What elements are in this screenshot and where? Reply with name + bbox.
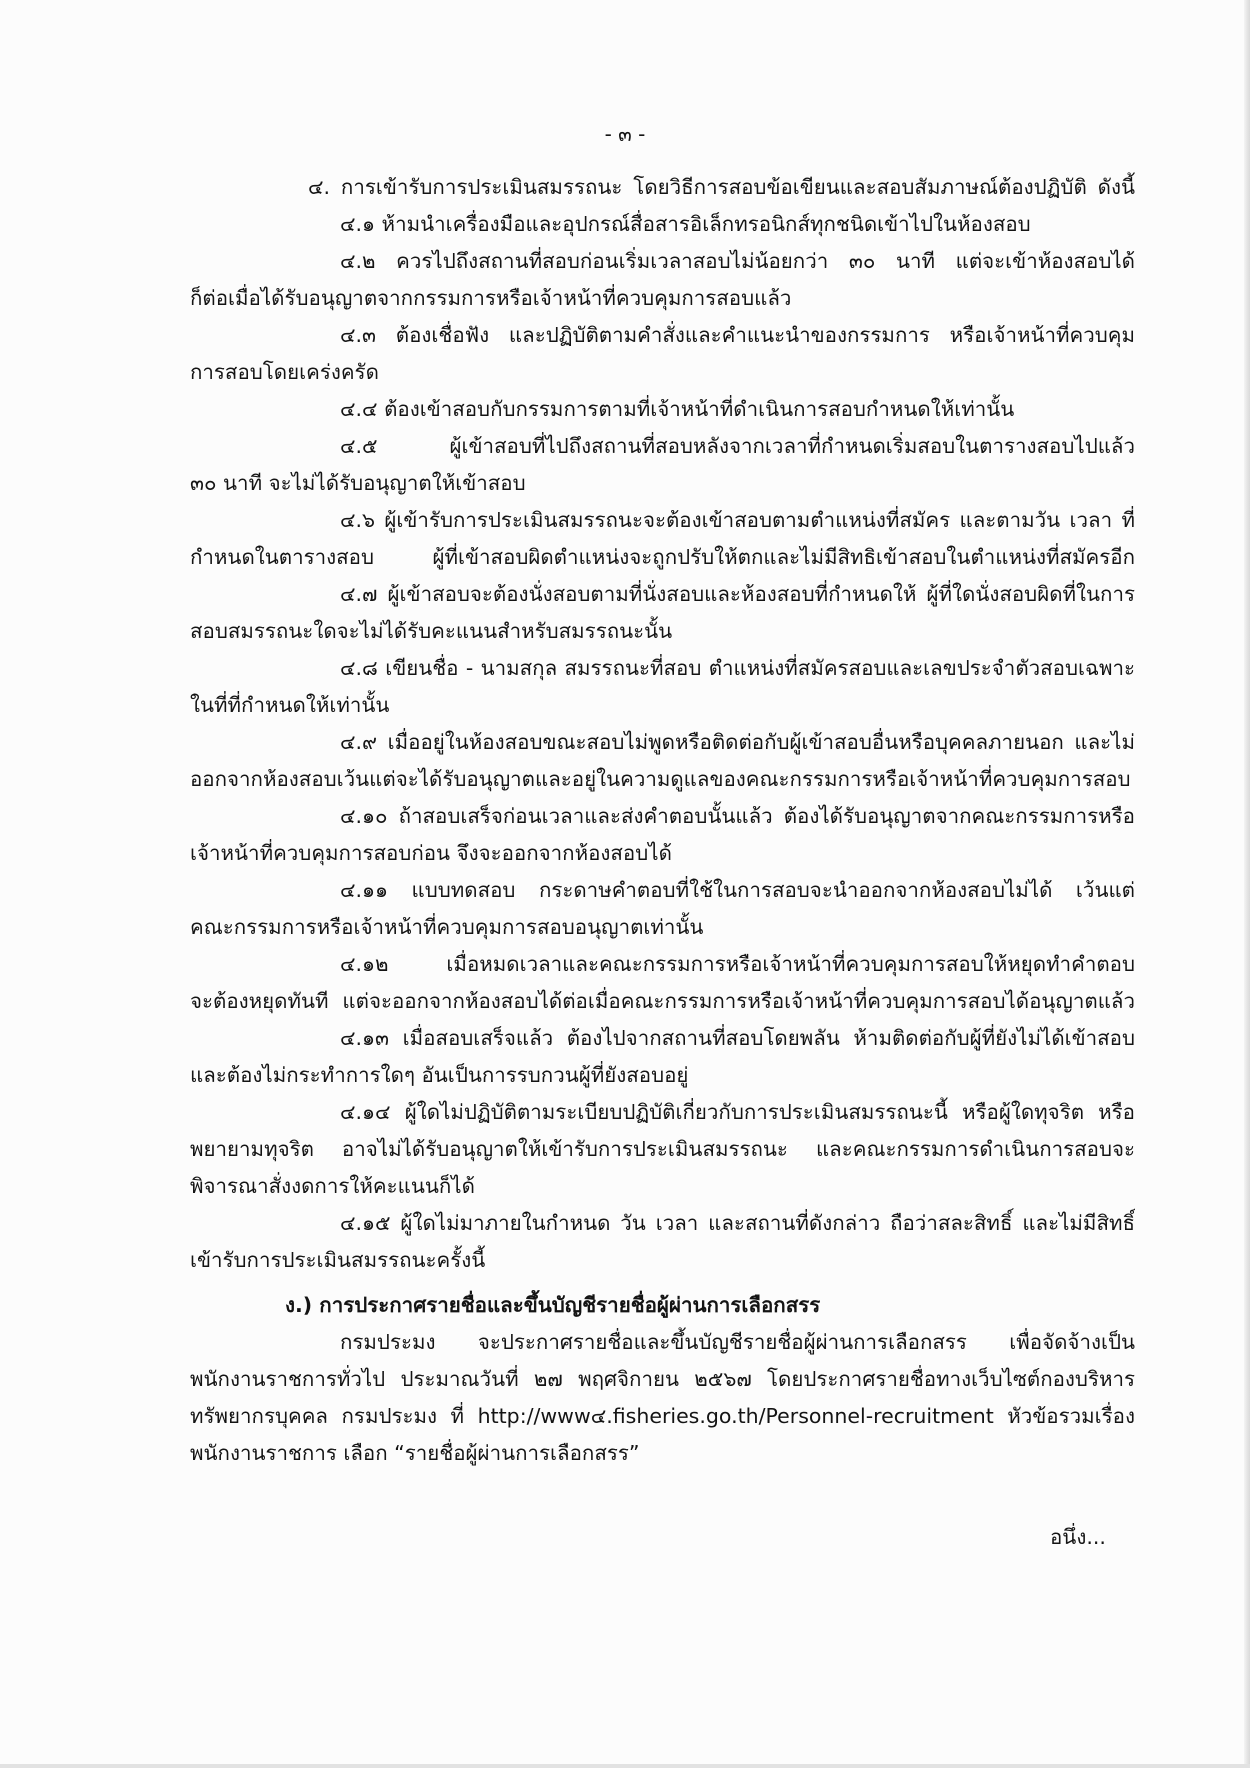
rule-4-1: ๔.๑ ห้ามนำเครื่องมือและอุปกรณ์สื่อสารอิเล็กทรอนิกส์ทุกชนิดเข้าไปในห้องสอบ [340, 212, 1031, 236]
rule-4-13: ๔.๑๓ เมื่อสอบเสร็จแล้ว ต้องไปจากสถานที่สอบโดยพลัน ห้ามติดต่อกับผู้ที่ยังไม่ได้เข้าสอบ [340, 1026, 1135, 1050]
page-number: - ๓ - [604, 122, 646, 146]
rule-4-10: ๔.๑๐ ถ้าสอบเสร็จก่อนเวลาและส่งคำตอบนั้นแล้ว ต้องได้รับอนุญาตจากคณะกรรมการหรือ [340, 804, 1135, 828]
rule-4-15: ๔.๑๕ ผู้ใดไม่มาภายในกำหนด วัน เวลา และสถานที่ดังกล่าว ถือว่าสละสิทธิ์ และไม่มีสิทธิ์ [340, 1211, 1135, 1235]
rule-4-7-cont: สอบสมรรถนะใดจะไม่ได้รับคะแนนสำหรับสมรรถนะนั้น [190, 619, 673, 643]
rule-4-14: ๔.๑๔ ผู้ใดไม่ปฏิบัติตามระเบียบปฏิบัติเกี่ยวกับการประเมินสมรรถนะนี้ หรือผู้ใดทุจริต หรือ [340, 1100, 1135, 1124]
rule-4-9: ๔.๙ เมื่ออยู่ในห้องสอบขณะสอบไม่พูดหรือติดต่อกับผู้เข้าสอบอื่นหรือบุคคลภายนอก และไม่ [340, 730, 1135, 754]
rule-4-14-cont-1: พยายามทุจริต อาจไม่ได้รับอนุญาตให้เข้ารับการประเมินสมรรถนะ และคณะกรรมการดำเนินการสอบจะ [190, 1137, 1135, 1161]
rule-4-11-cont: คณะกรรมการหรือเจ้าหน้าที่ควบคุมการสอบอนุญาตเท่านั้น [190, 915, 704, 939]
rule-4-2-cont: ก็ต่อเมื่อได้รับอนุญาตจากกรรมการหรือเจ้าหน้าที่ควบคุมการสอบแล้ว [190, 286, 792, 310]
rule-4-6: ๔.๖ ผู้เข้ารับการประเมินสมรรถนะจะต้องเข้าสอบตามตำแหน่งที่สมัคร และตามวัน เวลา ที่ [340, 508, 1135, 532]
rule-4-11: ๔.๑๑ แบบทดสอบ กระดาษคำตอบที่ใช้ในการสอบจะนำออกจากห้องสอบไม่ได้ เว้นแต่ [340, 878, 1135, 902]
section-d-body: กรมประมง จะประกาศรายชื่อและขึ้นบัญชีรายชื่อผู้ผ่านการเลือกสรร เพื่อจัดจ้างเป็น [340, 1330, 1135, 1354]
rule-4-5-cont: ๓๐ นาที จะไม่ได้รับอนุญาตให้เข้าสอบ [190, 471, 526, 495]
rule-4-2: ๔.๒ ควรไปถึงสถานที่สอบก่อนเริ่มเวลาสอบไม่น้อยกว่า ๓๐ นาที แต่จะเข้าห้องสอบได้ [340, 249, 1135, 273]
rule-4-7: ๔.๗ ผู้เข้าสอบจะต้องนั่งสอบตามที่นั่งสอบและห้องสอบที่กำหนดให้ ผู้ที่ใดนั่งสอบผิดที่ในการ [340, 582, 1135, 606]
rule-4-12: ๔.๑๒ เมื่อหมดเวลาและคณะกรรมการหรือเจ้าหน้าที่ควบคุมการสอบให้หยุดทำคำตอบ [340, 952, 1135, 976]
rule-4-8-cont: ในที่ที่กำหนดให้เท่านั้น [190, 693, 390, 717]
rule-4-4: ๔.๔ ต้องเข้าสอบกับกรรมการตามที่เจ้าหน้าที่ดำเนินการสอบกำหนดให้เท่านั้น [340, 397, 1015, 421]
section-d-body-cont-3: พนักงานราชการ เลือก “รายชื่อผู้ผ่านการเลือกสรร” [190, 1441, 640, 1465]
rule-4-3: ๔.๓ ต้องเชื่อฟัง และปฏิบัติตามคำสั่งและคำแนะนำของกรรมการ หรือเจ้าหน้าที่ควบคุม [340, 323, 1135, 347]
rule-4-9-cont: ออกจากห้องสอบเว้นแต่จะได้รับอนุญาตและอยู่ในความดูแลของคณะกรรมการหรือเจ้าหน้าที่ควบคุมการสอบ [190, 767, 1131, 791]
section-d-body-cont-2: ทรัพยากรบุคคล กรมประมง ที่ http://www๔.fisheries.go.th/Personnel-recruitment หัวข้อรวมเรื่อง [190, 1404, 1135, 1428]
continuation-note: อนึ่ง... [1050, 1525, 1106, 1549]
rule-4-3-cont: การสอบโดยเคร่งครัด [190, 360, 379, 384]
rule-4-12-cont: จะต้องหยุดทันที แต่จะออกจากห้องสอบได้ต่อเมื่อคณะกรรมการหรือเจ้าหน้าที่ควบคุมการสอบได้อนุญาตแล้ว [190, 989, 1135, 1013]
rule-4-10-cont: เจ้าหน้าที่ควบคุมการสอบก่อน จึงจะออกจากห้องสอบได้ [190, 841, 672, 865]
rule-4-14-cont-2: พิจารณาสั่งงดการให้คะแนนก็ได้ [190, 1174, 475, 1198]
rule-4-5: ๔.๕ ผู้เข้าสอบที่ไปถึงสถานที่สอบหลังจากเวลาที่กำหนดเริ่มสอบในตารางสอบไปแล้ว [340, 434, 1135, 458]
rule-4-8: ๔.๘ เขียนชื่อ - นามสกุล สมรรถนะที่สอบ ตำแหน่งที่สมัครสอบและเลขประจำตัวสอบเฉพาะ [340, 656, 1135, 680]
section-d-heading: ง.) การประกาศรายชื่อและขึ้นบัญชีรายชื่อผู้ผ่านการเลือกสรร [285, 1293, 821, 1317]
rule-4-15-cont: เข้ารับการประเมินสมรรถนะครั้งนี้ [190, 1248, 486, 1272]
rule-4-6-cont: กำหนดในตารางสอบ ผู้ที่เข้าสอบผิดตำแหน่งจะถูกปรับให้ตกและไม่มีสิทธิเข้าสอบในตำแหน่งที่สมัครอีก [190, 545, 1135, 569]
scan-edge-bottom [0, 1764, 1250, 1768]
scan-edge-right [1244, 0, 1250, 1768]
section-d-body-cont-1: พนักงานราชการทั่วไป ประมาณวันที่ ๒๗ พฤศจิกายน ๒๕๖๗ โดยประกาศรายชื่อทางเว็บไซต์กองบริหาร [190, 1367, 1135, 1391]
section-4-intro: ๔. การเข้ารับการประเมินสมรรถนะ โดยวิธีการสอบข้อเขียนและสอบสัมภาษณ์ต้องปฏิบัติ ดังนี้ [308, 175, 1135, 199]
rule-4-13-cont: และต้องไม่กระทำการใดๆ อันเป็นการรบกวนผู้ที่ยังสอบอยู่ [190, 1063, 689, 1087]
